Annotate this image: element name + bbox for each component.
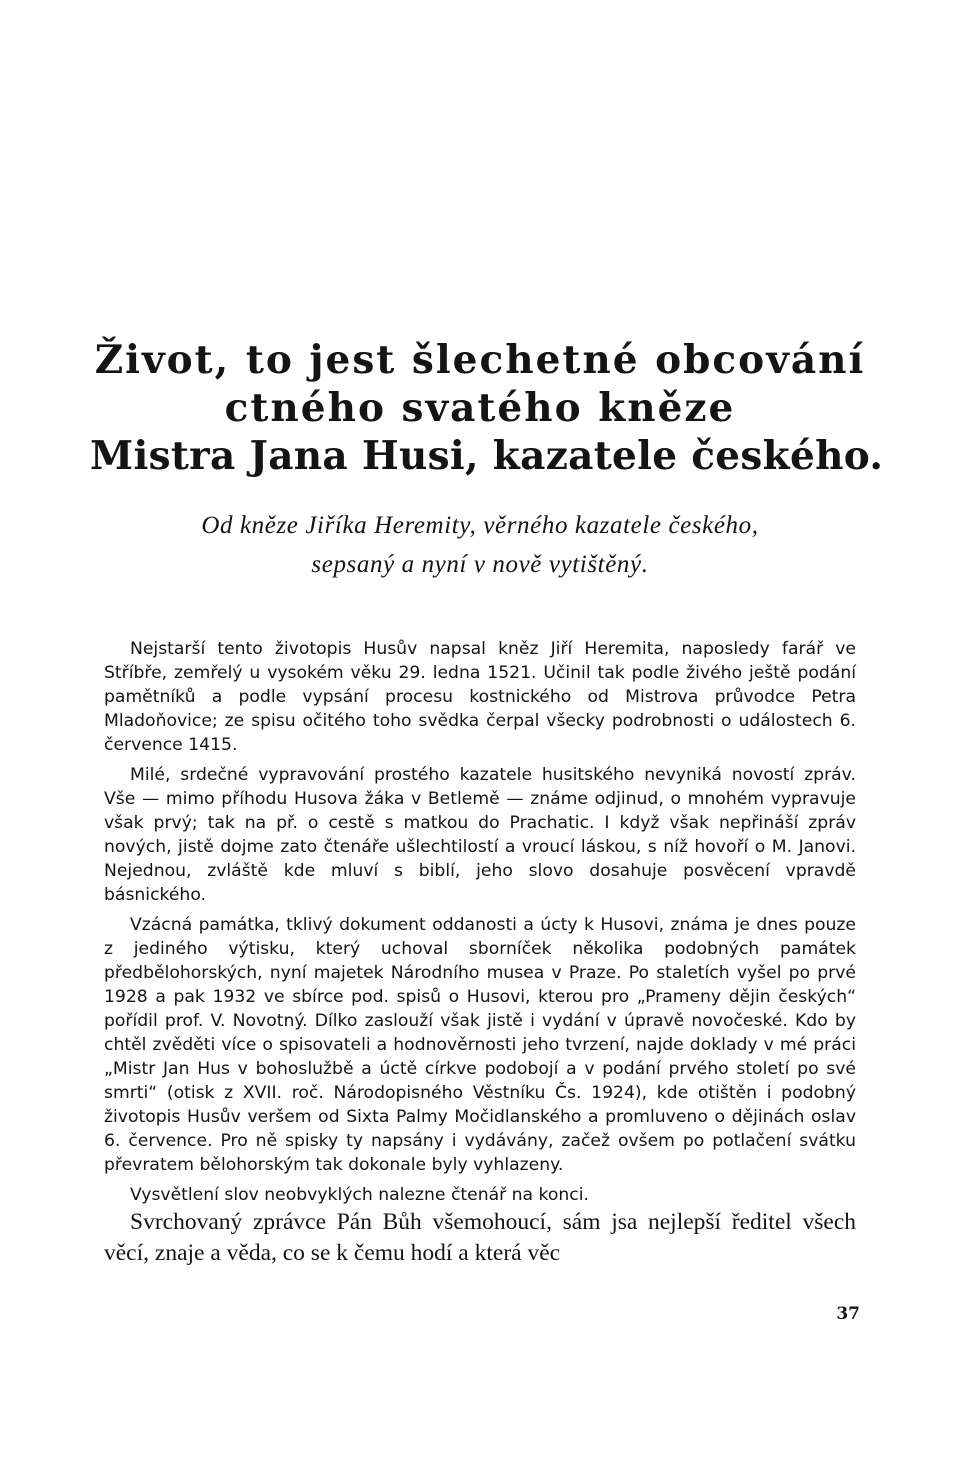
intro-paragraph: Nejstarší tento životopis Husův napsal kněz Jiří Heremita, naposledy farář ve Stříbře, zemřelý u vysokém věku 29. ledna 1521. Učinil tak podle živého ještě podání pamětníků a podle vypsání procesu kostnického od Mistrova průvodce Petra Mladoňovice; ze spisu očitého toho svědka čerpal všecky podrobnosti o událostech 6. července 1415. — [104, 639, 856, 755]
editorial-introduction — [104, 637, 856, 1207]
chapter-title-line-1: Život, to jest šlechetné obcování — [94, 337, 866, 383]
main-text-paragraph: Svrchovaný zprávce Pán Bůh všemohoucí, sám jsa nejlepší ředitel všech věcí, znaje a věda, co se k čemu hodí a která věc — [104, 1209, 856, 1266]
page-number: 37 — [836, 1304, 860, 1324]
intro-paragraph: Vzácná památka, tklivý dokument oddanosti a úcty k Husovi, známa je dnes pouze z jediného výtisku, který uchoval sborníček několika podobných památek předbělohorských, nyní majetek Národního musea v Praze. Po staletích vyšel po prvé 1928 a pak 1932 ve sbírce pod. spisů o Husovi, kterou pro „Prameny dějin českých“ pořídil prof. V. Novotný. Dílko zaslouží však jistě i vydání v úpravě novočeské. Kdo by chtěl zvěděti více o spisovateli a hodnověrnosti jeho tvrzení, najde doklady v mé práci „Mistr Jan Hus v bohoslužbě a úctě církve podobojí a v podání prvého století po své smrti“ (otisk z XVII. roč. Národopisného Věstníku Čs. 1924), kde otištěn i podobný životopis Husův veršem od Sixta Palmy Močidlanského a promluveno o dějinách oslav 6. července. Pro ně spisky ty napsány i vydávány, začež ovšem po potlačení svátku převratem bělohorským tak dokonale byly vyhlazeny. — [104, 915, 856, 1175]
chapter-subtitle-line-2: sepsaný a nyní v nově vytištěný. — [311, 551, 649, 578]
chapter-subtitle-line-1: Od kněze Jiříka Heremity, věrného kazatele českého, — [201, 512, 759, 539]
chapter-title — [90, 336, 884, 480]
chapter-title-line-3: Mistra Jana Husi, kazatele českého. — [90, 433, 884, 479]
intro-paragraph: Vysvětlení slov neobvyklých nalezne čtenář na konci. — [130, 1185, 589, 1205]
chapter-subtitle — [100, 506, 860, 584]
intro-paragraph: Milé, srdečné vypravování prostého kazatele husitského nevyniká novostí zpráv. Vše — mimo příhodu Husova žáka v Betlemě — známe odjinud, o mnohém vypravuje však prvý; tak na př. o cestě s matkou do Prachatic. I když však nepřináší zpráv nových, jistě dojme zato čtenáře ušlechtilostí a vroucí láskou, s níž hovoří o M. Janovi. Nejednou, zvláště kde mluví s biblí, jeho slovo dosahuje posvěcení vpravdě básnického. — [104, 765, 856, 905]
chapter-title-line-2: ctného svatého kněze — [224, 385, 736, 431]
